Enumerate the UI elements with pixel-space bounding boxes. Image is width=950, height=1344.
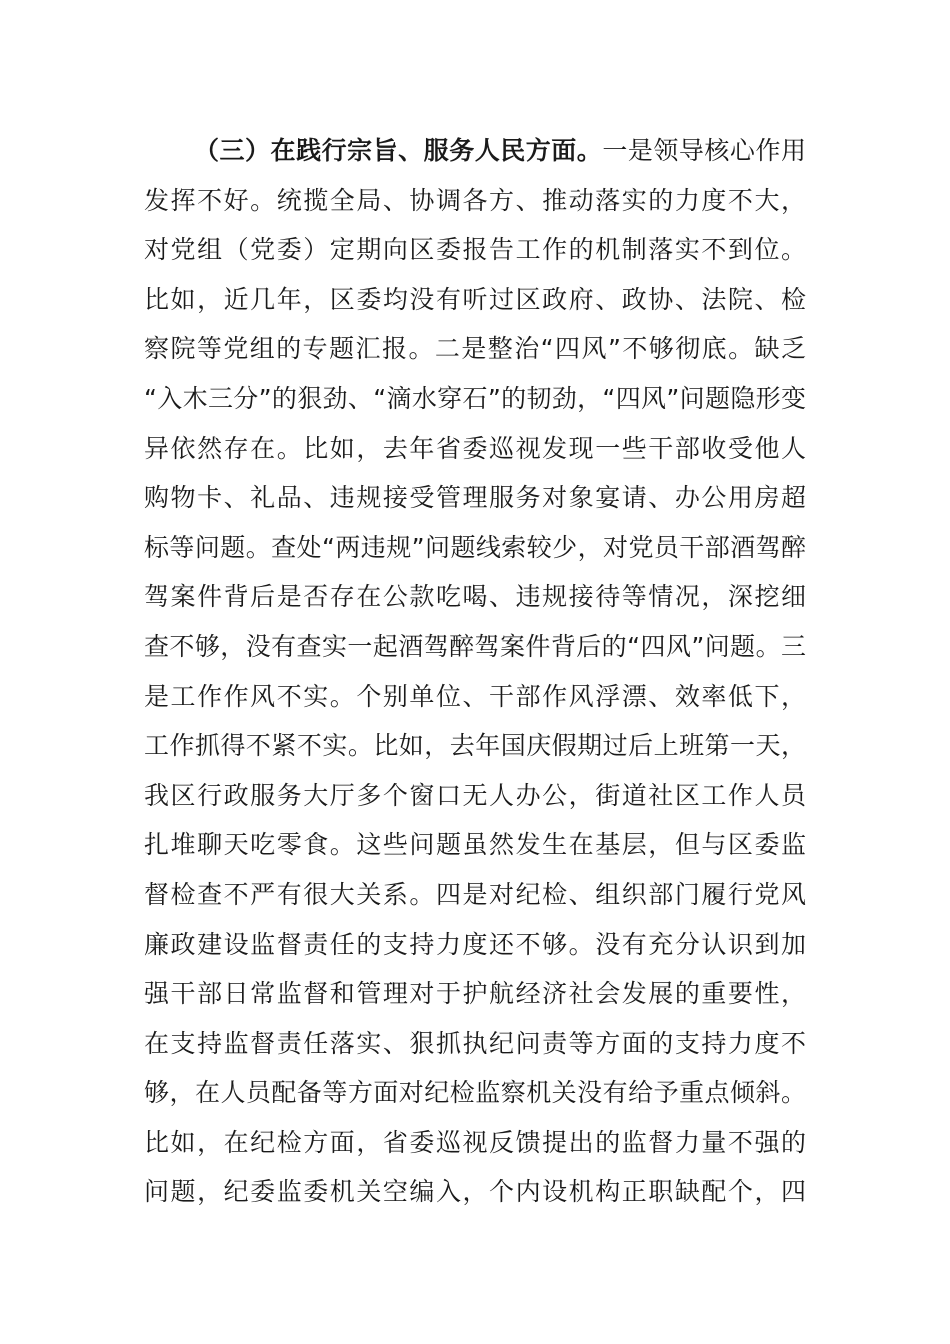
paragraph-line: 驾案件背后是否存在公款吃喝、违规接待等情况，深挖细 [144, 582, 806, 612]
line-text: 一是领导核心作用 [602, 136, 806, 165]
paragraph-line: 发挥不好。统揽全局、协调各方、推动落实的力度不大， [144, 185, 806, 215]
paragraph-line: 标等问题。查处“两违规”问题线索较少，对党员干部酒驾醉 [144, 532, 806, 562]
paragraph-line: 强干部日常监督和管理对于护航经济社会发展的重要性， [144, 979, 806, 1009]
paragraph-line: 督检查不严有很大关系。四是对纪检、组织部门履行党风 [144, 879, 806, 909]
paragraph-line: 够，在人员配备等方面对纪检监察机关没有给予重点倾斜。 [144, 1078, 806, 1108]
paragraph-line: 查不够，没有查实一起酒驾醉驾案件背后的“四风”问题。三 [144, 631, 806, 661]
paragraph-line: 是工作作风不实。个别单位、干部作风浮漂、效率低下， [144, 681, 806, 711]
paragraph-line: “入木三分”的狠劲、“滴水穿石”的韧劲，“四风”问题隐形变 [144, 383, 806, 413]
paragraph-line: 我区行政服务大厅多个窗口无人办公，街道社区工作人员 [144, 780, 806, 810]
paragraph-line: 察院等党组的专题汇报。二是整治“四风”不够彻底。缺乏 [144, 334, 806, 364]
paragraph-line: 廉政建设监督责任的支持力度还不够。没有充分认识到加 [144, 929, 806, 959]
paragraph-line: 异依然存在。比如，去年省委巡视发现一些干部收受他人 [144, 433, 806, 463]
paragraph-line: 工作抓得不紧不实。比如，去年国庆假期过后上班第一天， [144, 731, 806, 761]
paragraph-line: 购物卡、礼品、违规接受管理服务对象宴请、办公用房超 [144, 483, 806, 513]
paragraph-line: 在支持监督责任落实、狠抓执纪问责等方面的支持力度不 [144, 1028, 806, 1058]
section-heading: （三）在践行宗旨、服务人民方面。 [194, 136, 603, 165]
paragraph-line: 问题，纪委监委机关空编入，个内设机构正职缺配个，四 [144, 1177, 806, 1207]
paragraph-line: 比如，近几年，区委均没有听过区政府、政协、法院、检 [144, 284, 806, 314]
paragraph-line: 扎堆聊天吃零食。这些问题虽然发生在基层，但与区委监 [144, 830, 806, 860]
paragraph-line: 对党组（党委）定期向区委报告工作的机制落实不到位。 [144, 235, 806, 265]
paragraph-line [144, 126, 806, 176]
paragraph-line: 比如，在纪检方面，省委巡视反馈提出的监督力量不强的 [144, 1127, 806, 1157]
body-paragraph [144, 126, 806, 1217]
